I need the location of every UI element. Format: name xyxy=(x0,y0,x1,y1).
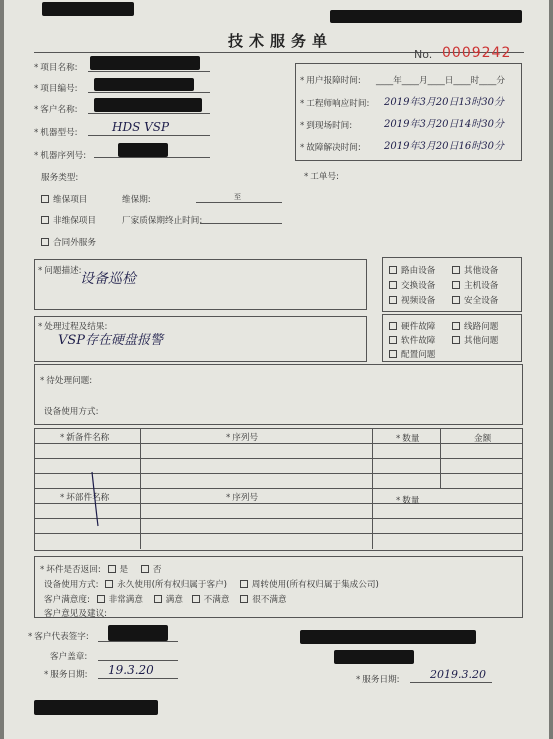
project-code-label: * 项目编号: xyxy=(34,84,78,94)
model-line xyxy=(88,135,210,136)
serial-label: * 机器序列号: xyxy=(34,151,87,161)
fault-config-checkbox[interactable] xyxy=(389,350,397,358)
rep-sign-line xyxy=(98,641,178,642)
redacted-serial xyxy=(118,143,168,157)
redacted-company-sign-2 xyxy=(334,650,414,664)
satisfied-checkbox[interactable] xyxy=(154,595,162,603)
non-warranty-item[interactable]: 非维保项目 xyxy=(41,214,96,226)
fault-other-checkbox[interactable] xyxy=(452,336,460,344)
form-no-label: No. xyxy=(414,48,433,61)
redacted-customer-name xyxy=(94,98,202,112)
report-time-value: ____年____月____日____时____分 xyxy=(376,76,505,86)
service-date-left-line xyxy=(98,678,178,679)
device-switch[interactable]: 交换设备 xyxy=(389,279,435,291)
parts-row-line-2 xyxy=(34,458,522,459)
non-warranty-checkbox[interactable] xyxy=(41,216,49,224)
response-time-value: 2019年3月20日13时30分 xyxy=(384,97,504,108)
usage-mode-label: 设备使用方式: xyxy=(44,407,99,417)
fault-config[interactable]: 配置问题 xyxy=(389,348,435,360)
device-security-checkbox[interactable] xyxy=(452,296,460,304)
warranty-period-line xyxy=(196,202,282,203)
fault-line-checkbox[interactable] xyxy=(452,322,460,330)
bad-part-header: * 坏部件名称 xyxy=(60,493,110,503)
project-name-line xyxy=(88,71,210,72)
return-row: * 坏件是否返回: 是 否 xyxy=(40,565,162,575)
process-value: VSP存在硬盘报警 xyxy=(58,333,164,348)
process-label: * 处理过程及结果: xyxy=(38,322,108,332)
parts-col-line-3 xyxy=(440,428,441,488)
redacted-top-left xyxy=(42,2,134,16)
redacted-company-header xyxy=(330,10,522,23)
device-video[interactable]: 视频设备 xyxy=(389,294,435,306)
fault-hardware-checkbox[interactable] xyxy=(389,322,397,330)
pending-box xyxy=(34,364,523,425)
parts-row-line-1 xyxy=(34,443,522,444)
arrival-time-value: 2019年3月20日14时30分 xyxy=(384,119,504,130)
fault-hardware[interactable]: 硬件故障 xyxy=(389,320,435,332)
resolved-time-label: * 故障解决时间: xyxy=(300,143,361,153)
qty-header: * 数量 xyxy=(396,434,420,444)
form-no-value: 0009242 xyxy=(442,45,512,61)
device-host[interactable]: 主机设备 xyxy=(452,279,498,291)
arrival-time-label: * 到现场时间: xyxy=(300,121,353,131)
stamp-label: 客户盖章: xyxy=(50,652,88,662)
fault-software-checkbox[interactable] xyxy=(389,336,397,344)
warranty-item[interactable]: 维保项目 xyxy=(41,193,87,205)
pen-stroke-mark xyxy=(84,470,104,530)
service-form-paper xyxy=(4,0,549,739)
return-no-checkbox[interactable] xyxy=(141,565,149,573)
device-other[interactable]: 其他设备 xyxy=(452,264,498,276)
revolving-checkbox[interactable] xyxy=(240,580,248,588)
customer-name-label: * 客户名称: xyxy=(34,105,78,115)
new-part-header: * 新备件名称 xyxy=(60,433,110,443)
redacted-bottom xyxy=(34,700,158,715)
service-date-left-value: 19.3.20 xyxy=(108,663,154,677)
model-label: * 机器型号: xyxy=(34,128,78,138)
report-time-label: * 用户报障时间: xyxy=(300,76,361,86)
device-switch-checkbox[interactable] xyxy=(389,281,397,289)
fault-software[interactable]: 软件故障 xyxy=(389,334,435,346)
parts-col-line-4 xyxy=(140,488,141,549)
warranty-period-value: 至 xyxy=(234,193,241,201)
service-type-label: 服务类型: xyxy=(41,173,79,183)
fault-line[interactable]: 线路问题 xyxy=(452,320,498,332)
very-satisfied-checkbox[interactable] xyxy=(97,595,105,603)
service-date-right-line xyxy=(410,682,492,683)
footer-usage-row: 设备使用方式: 永久使用(所有权归属于客户) 周转使用(所有权归属于集成公司) xyxy=(44,580,379,590)
stamp-line xyxy=(98,660,178,661)
device-routing[interactable]: 路由设备 xyxy=(389,264,435,276)
service-date-right-label: * 服务日期: xyxy=(356,675,400,685)
customer-name-line xyxy=(88,113,210,114)
warranty-checkbox[interactable] xyxy=(41,195,49,203)
serial-line xyxy=(94,157,210,158)
device-host-checkbox[interactable] xyxy=(452,281,460,289)
vendor-expiry-label: 厂家质保期终止时间: xyxy=(122,216,203,226)
project-name-label: * 项目名称: xyxy=(34,63,78,73)
amount-header: 金额 xyxy=(474,434,492,444)
out-of-contract-checkbox[interactable] xyxy=(41,238,49,246)
pending-label: * 待处理问题: xyxy=(40,376,93,386)
problem-label: * 问题描述: xyxy=(38,266,82,276)
parts-row-line-3 xyxy=(34,473,522,474)
out-of-contract-item[interactable]: 合同外服务 xyxy=(41,236,96,248)
service-date-right-value: 2019.3.20 xyxy=(430,668,486,681)
project-code-line xyxy=(88,92,210,93)
parts-row-line-6 xyxy=(34,518,522,519)
return-yes-checkbox[interactable] xyxy=(108,565,116,573)
bad-qty-header: * 数量 xyxy=(396,496,420,506)
parts-col-line-2 xyxy=(372,428,373,488)
fault-other[interactable]: 其他问题 xyxy=(452,334,498,346)
vendor-expiry-line xyxy=(200,223,282,224)
device-security[interactable]: 安全设备 xyxy=(452,294,498,306)
redacted-company-sign-1 xyxy=(300,630,476,644)
parts-row-line-4 xyxy=(34,488,522,489)
ticket-label: * 工单号: xyxy=(304,172,339,182)
serial-header: * 序列号 xyxy=(226,433,259,443)
resolved-time-value: 2019年3月20日16时30分 xyxy=(384,141,504,152)
redacted-project-name xyxy=(90,56,200,70)
satisfaction-row: 客户满意度: 非常满意 满意 不满意 很不满意 xyxy=(44,595,287,605)
response-time-label: * 工程师响应时间: xyxy=(300,99,370,109)
redacted-rep-signature xyxy=(108,625,168,641)
permanent-checkbox[interactable] xyxy=(105,580,113,588)
parts-col-line-1 xyxy=(140,428,141,488)
unsatisfied-checkbox[interactable] xyxy=(192,595,200,603)
device-video-checkbox[interactable] xyxy=(389,296,397,304)
opinion-label: 客户意见及建议: xyxy=(44,609,108,619)
device-other-checkbox[interactable] xyxy=(452,266,460,274)
model-value: HDS VSP xyxy=(112,120,170,134)
very-unsatisfied-checkbox[interactable] xyxy=(240,595,248,603)
parts-row-line-5 xyxy=(34,503,522,504)
warranty-period-label: 维保期: xyxy=(122,195,151,205)
device-routing-checkbox[interactable] xyxy=(389,266,397,274)
bad-serial-header: * 序列号 xyxy=(226,493,259,503)
parts-row-line-7 xyxy=(34,533,522,534)
service-date-left-label: * 服务日期: xyxy=(44,670,88,680)
rep-sign-label: * 客户代表签字: xyxy=(28,632,89,642)
parts-col-line-5 xyxy=(372,488,373,549)
problem-value: 设备巡检 xyxy=(80,271,136,287)
redacted-project-code xyxy=(94,78,194,91)
form-title: 技术服务单 xyxy=(228,32,334,50)
